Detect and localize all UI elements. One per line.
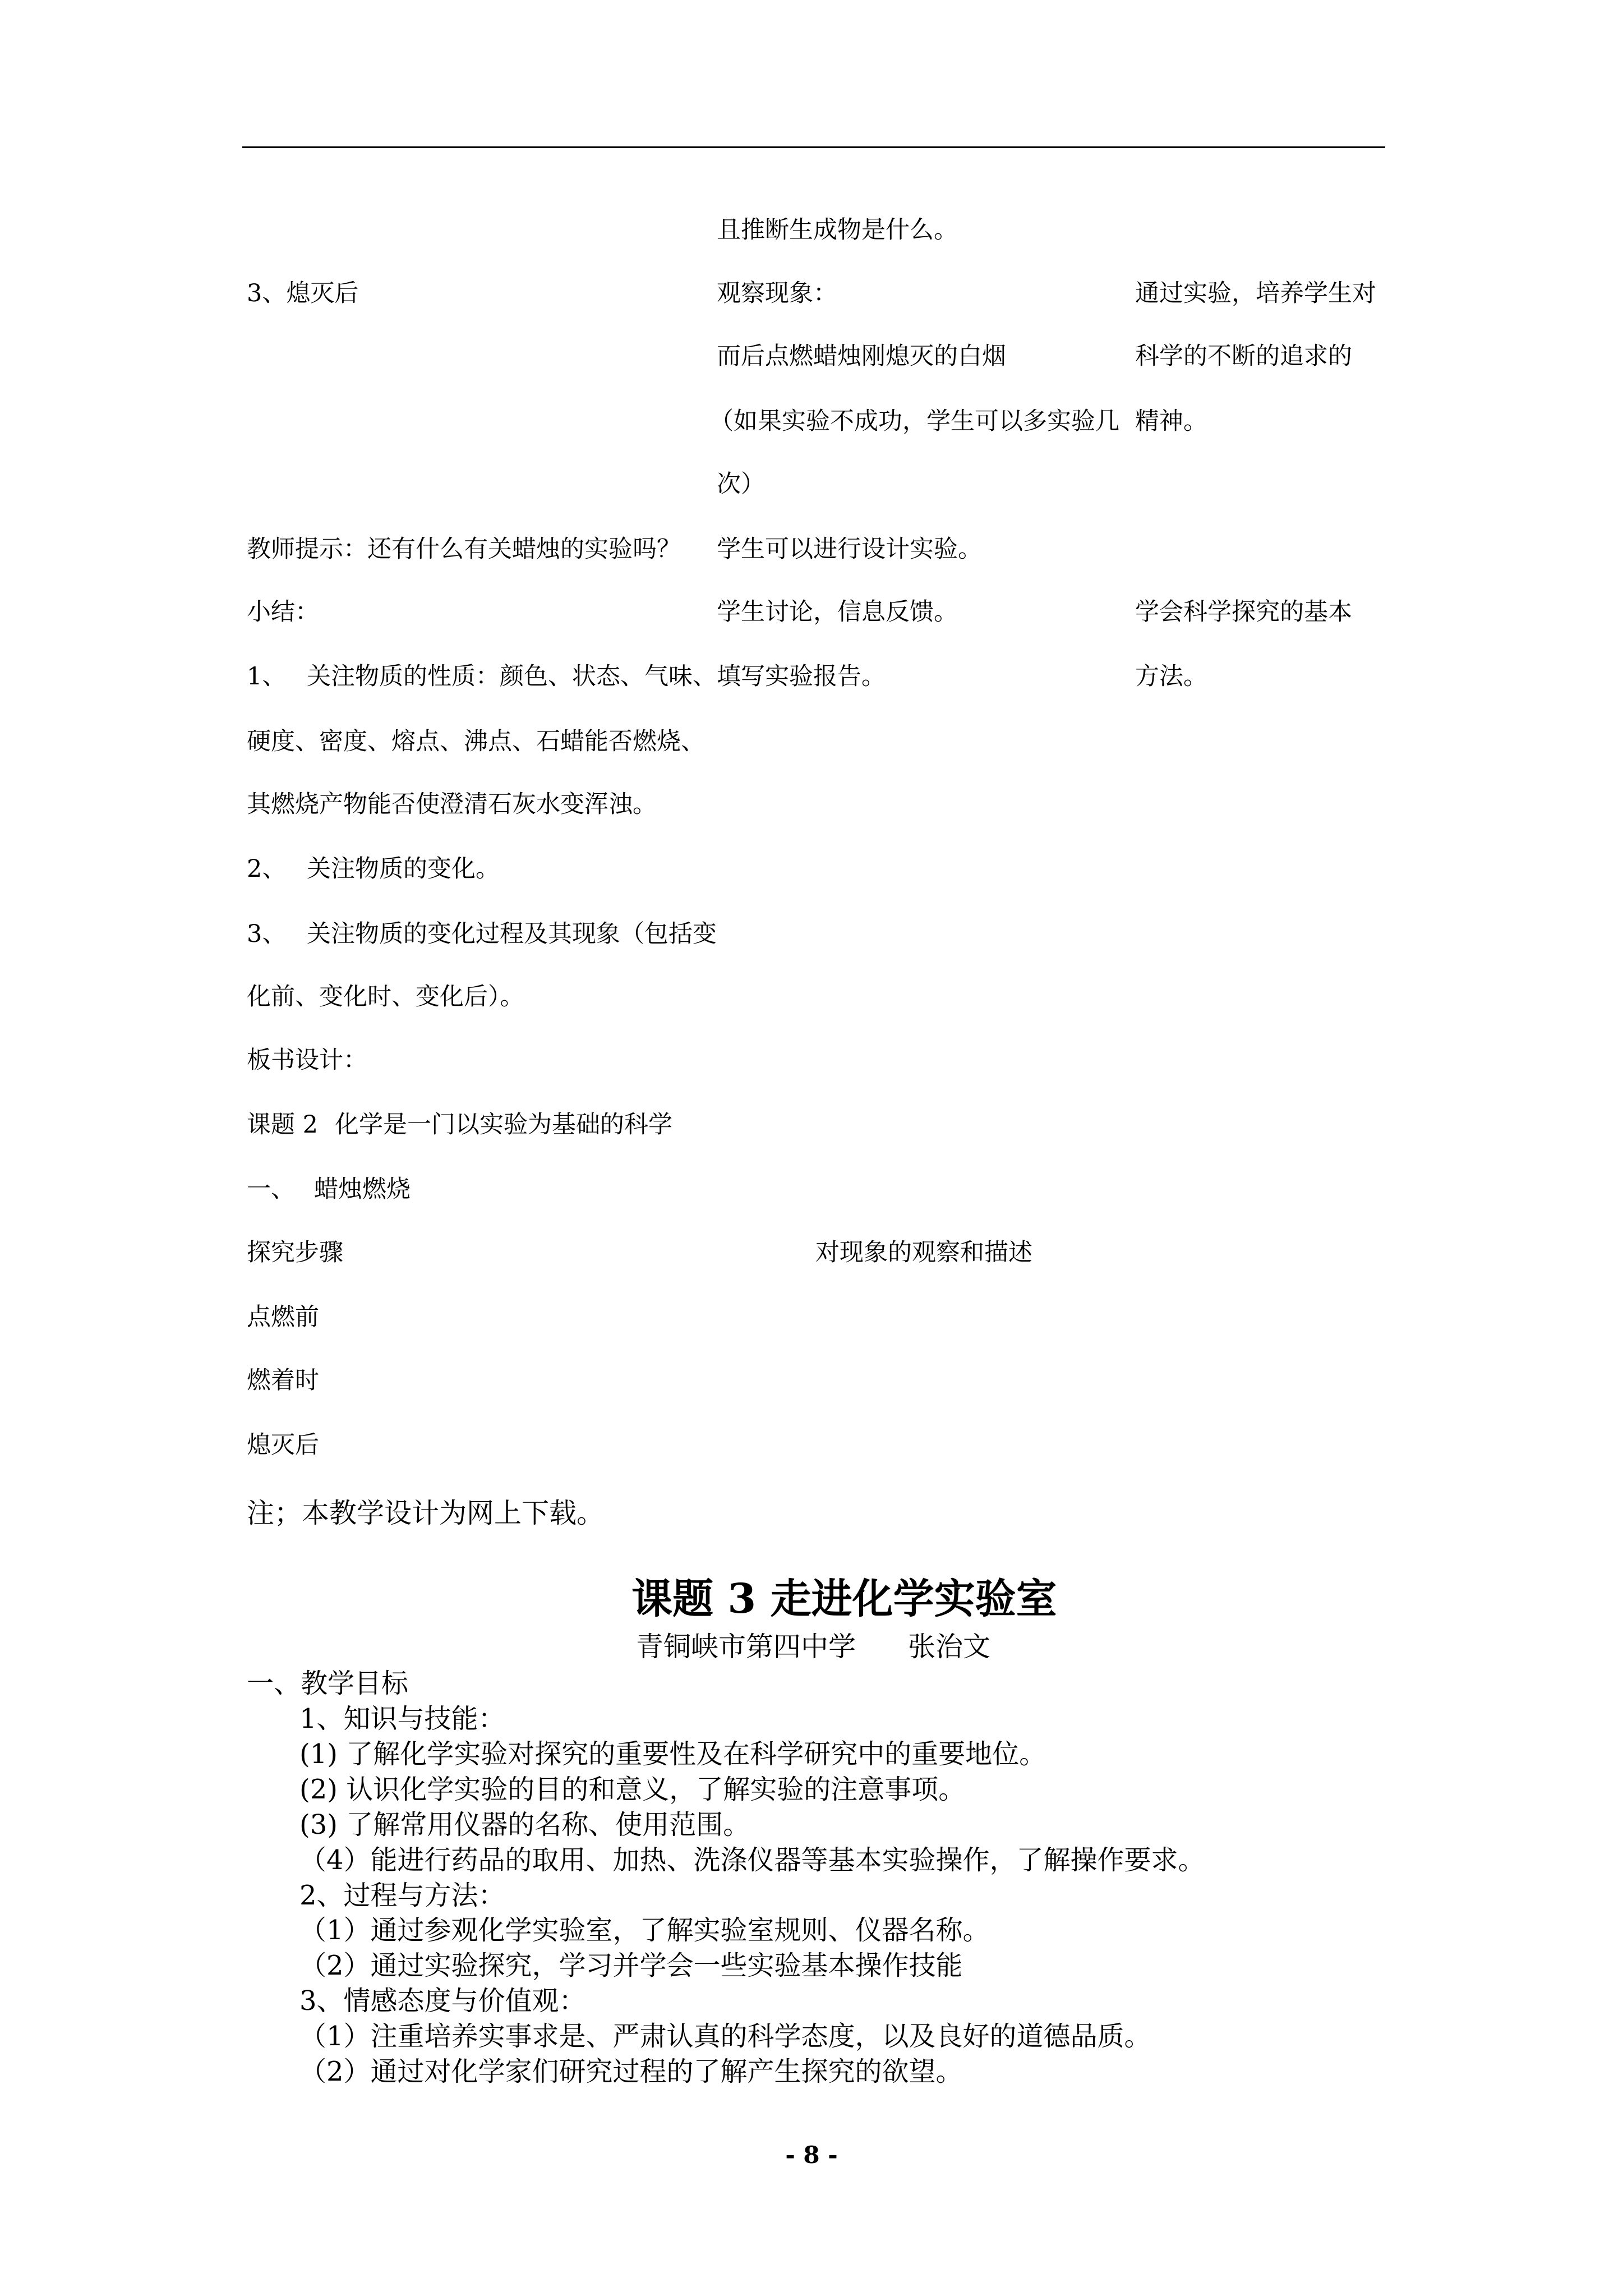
board-column-header: 探究步骤 [247,1239,343,1267]
author-school: 青铜峡市第四中学 [636,1631,856,1663]
board-step: 燃着时 [247,1366,319,1395]
objective-group-heading: 2、过程与方法： [299,1880,505,1911]
board-section-number: 一、 [247,1175,295,1203]
board-step: 熄灭后 [247,1431,319,1459]
summary-item-number: 2、 [247,855,287,883]
header-rule [242,146,1385,148]
board-topic-label: 课题 2 [247,1111,319,1139]
table-cell-step: 关注物质的性质：颜色、状态、气味、 [307,662,717,691]
objective-group-heading: 1、知识与技能： [299,1703,505,1734]
objectives-heading: 一、教学目标 [247,1668,409,1699]
board-step: 点燃前 [247,1303,319,1331]
table-cell-student: 填写实验报告。 [717,662,886,691]
objective-item: （1）通过参观化学实验室，了解实验室规则、仪器名称。 [299,1915,990,1946]
summary-item-number: 3、 [247,920,287,948]
table-cell-student: 学生可以进行设计实验。 [717,535,982,563]
table-cell-step: 其燃烧产物能否使澄清石灰水变浑浊。 [247,790,657,818]
table-cell-intent: 通过实验，培养学生对 [1135,279,1376,307]
table-cell-student: 而后点燃蜡烛刚熄灭的白烟 [717,342,1006,370]
objective-item: （2）通过对化学家们研究过程的了解产生探究的欲望。 [299,2056,963,2087]
objective-item: (3) 了解常用仪器的名称、使用范围。 [299,1809,750,1841]
objective-group-heading: 3、情感态度与价值观： [299,1985,586,2017]
table-cell-student: 次） [717,470,765,498]
page-number: - 8 - [785,2141,838,2169]
table-cell-step: 化前、变化时、变化后）。 [247,983,524,1011]
objective-item: （4）能进行药品的取用、加热、洗涤仪器等基本实验操作，了解操作要求。 [299,1844,1205,1876]
summary-item-number: 1、 [247,662,287,691]
objective-item: （2）通过实验探究，学习并学会一些实验基本操作技能 [299,1950,963,1981]
board-section-title: 蜡烛燃烧 [314,1175,411,1203]
table-cell-step: 教师提示：还有什么有关蜡烛的实验吗？ [247,535,681,563]
download-note: 注；本教学设计为网上下载。 [247,1497,605,1529]
table-cell-step: 小结： [247,598,319,626]
board-column-header: 对现象的观察和描述 [815,1239,1032,1267]
table-cell-student: 学生讨论，信息反馈。 [717,598,958,626]
objective-item: (2) 认识化学实验的目的和意义，了解实验的注意事项。 [299,1774,966,1805]
table-cell-student: 观察现象： [717,279,837,307]
table-cell-intent: 精神。 [1135,407,1207,435]
lesson-title: 课题 3 走进化学实验室 [631,1575,1057,1623]
table-cell-intent: 学会科学探究的基本 [1135,598,1352,626]
table-cell-intent: 方法。 [1135,662,1207,691]
board-design-heading: 板书设计： [247,1046,367,1074]
table-cell-step: 硬度、密度、熔点、沸点、石蜡能否燃烧、 [247,728,705,756]
table-cell-student: 且推断生成物是什么。 [717,216,958,244]
table-cell-student: （如果实验不成功，学生可以多实验几 [709,407,1119,435]
table-cell-intent: 科学的不断的追求的 [1135,342,1352,370]
author-name: 张治文 [908,1631,991,1663]
objective-item: (1) 了解化学实验对探究的重要性及在科学研究中的重要地位。 [299,1738,1046,1770]
table-cell-step: 3、熄灭后 [247,279,359,307]
table-cell-step: 关注物质的变化过程及其现象（包括变 [307,920,717,948]
objective-item: （1）注重培养实事求是、严肃认真的科学态度，以及良好的道德品质。 [299,2021,1151,2052]
board-topic-title: 化学是一门以实验为基础的科学 [335,1111,672,1139]
table-cell-step: 关注物质的变化。 [307,855,500,883]
